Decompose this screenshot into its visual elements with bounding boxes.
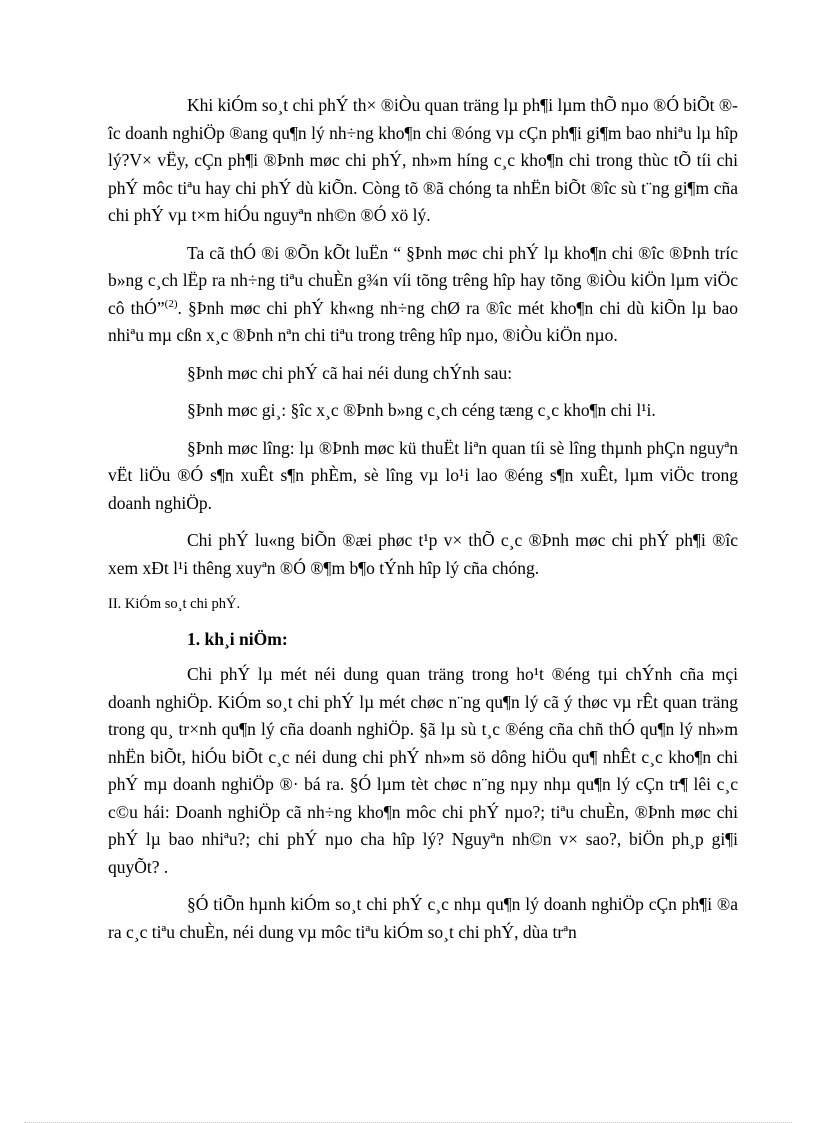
paragraph-norm-review: Chi phÝ lu«ng biÕn ®æi phøc t¹p v× thÕ c¸c ®Þnh møc chi phÝ ph¶i ®îc xem xÐt l¹i thêng xuyªn ®Ó ®¶m b¶o tÝnh hîp lý cña chóng. (108, 530, 738, 578)
paragraph-cost-norm-definition (108, 240, 738, 350)
paragraph-procedure: §Ó tiÕn hµnh kiÓm so¸t chi phÝ c¸c nhµ qu¶n lý doanh nghiÖp cÇn ph¶i ®a ra c¸c tiªu chuÈn, néi dung vµ môc tiªu kiÓm so¸t chi phÝ, dùa trªn (108, 894, 738, 942)
paragraph-norm-contents: §Þnh møc chi phÝ cã hai néi dung chÝnh sau: (187, 362, 513, 383)
paragraph-cost-control-intro: Khi kiÓm so¸t chi phÝ th× ®iÒu quan träng lµ ph¶i lµm thÕ nµo ®Ó biÕt ®îc doanh nghiÖp ®ang qu¶n lý nh÷ng kho¶n chi ®óng vµ cÇn ph¶i gi¶m bao nhiªu lµ hîp lý?V× vËy, cÇn ph¶i ®Þnh møc chi phÝ, nh»m híng c¸c kho¶n chi trong thùc tÕ tíi chi phÝ môc tiªu hay chi phÝ dù kiÕn. Còng tõ ®ã chóng ta nhËn biÕt ®îc sù t¨ng gi¶m cña chi phÝ vµ t×m hiÓu nguyªn nh©n ®Ó xö lý. (108, 95, 738, 225)
subsection-heading: 1. kh¸i niÖm: (187, 629, 288, 649)
paragraph-text-continued: . §Þnh møc chi phÝ kh«ng nh÷ng chØ ra ®îc mét kho¶n chi dù kiÕn lµ bao nhiªu mµ cßn x¸c ®Þnh nªn chi tiªu trong trêng hîp nµo, ®iÒu kiÖn nµo. (108, 297, 738, 345)
footnote-marker: (2) (164, 297, 178, 310)
paragraph-concept: Chi phÝ lµ mét néi dung quan träng trong ho¹t ®éng tµi chÝnh cña mçi doanh nghiÖp. KiÓm so¸t chi phÝ lµ mét chøc n¨ng qu¶n lý cã ý thøc vµ rÊt quan träng trong qu¸ tr×nh qu¶n lý cña doanh nghiÖp. §ã lµ sù t¸c ®éng cña chñ thÓ qu¶n lý nh»m nhËn biÕt, hiÓu biÕt c¸c néi dung chi phÝ nh»m sö dông hiÖu qu¶ nhÊt c¸c kho¶n chi phÝ mµ doanh nghiÖp ®· bá ra. §Ó lµm tèt chøc n¨ng nµy nhµ qu¶n lý cÇn tr¶ lêi c¸c c©u hái: Doanh nghiÖp cã nh÷ng kho¶n môc chi phÝ nµo?; tiªu chuÈn, ®Þnh møc chi phÝ lµ bao nhiªu?; chi phÝ nµo cha hîp lý? Nguyªn nh©n v× sao?, biÖn ph¸p gi¶i quyÕt? . (108, 664, 738, 877)
paragraph-text: Ta cã thÓ ®i ®Õn kÕt luËn “ §Þnh møc chi phÝ lµ kho¶n chi ®îc ®Þnh tríc b»ng c¸ch lËp ra nh÷ng tiªu chuÈn g¾n víi tõng trêng hîp hay tõng ®iÒu kiÖn lµm viÖc cô thÓ” (108, 242, 738, 318)
document-body (108, 92, 738, 956)
section-heading: II. KiÓm so¸t chi phÝ. (108, 596, 241, 612)
paragraph-quantity-norm: §Þnh møc lîng: lµ ®Þnh møc kü thuËt liªn quan tíi sè lîng thµnh phÇn nguyªn vËt liÖu ®Ó s¶n xuÊt s¶n phÈm, sè lîng vµ lo¹i lao ®éng s¶n xuÊt, lµm viÖc trong doanh nghiÖp. (108, 437, 738, 513)
paragraph-price-norm: §Þnh møc gi¸: §îc x¸c ®Þnh b»ng c¸ch céng tæng c¸c kho¶n chi l¹i. (187, 400, 656, 420)
